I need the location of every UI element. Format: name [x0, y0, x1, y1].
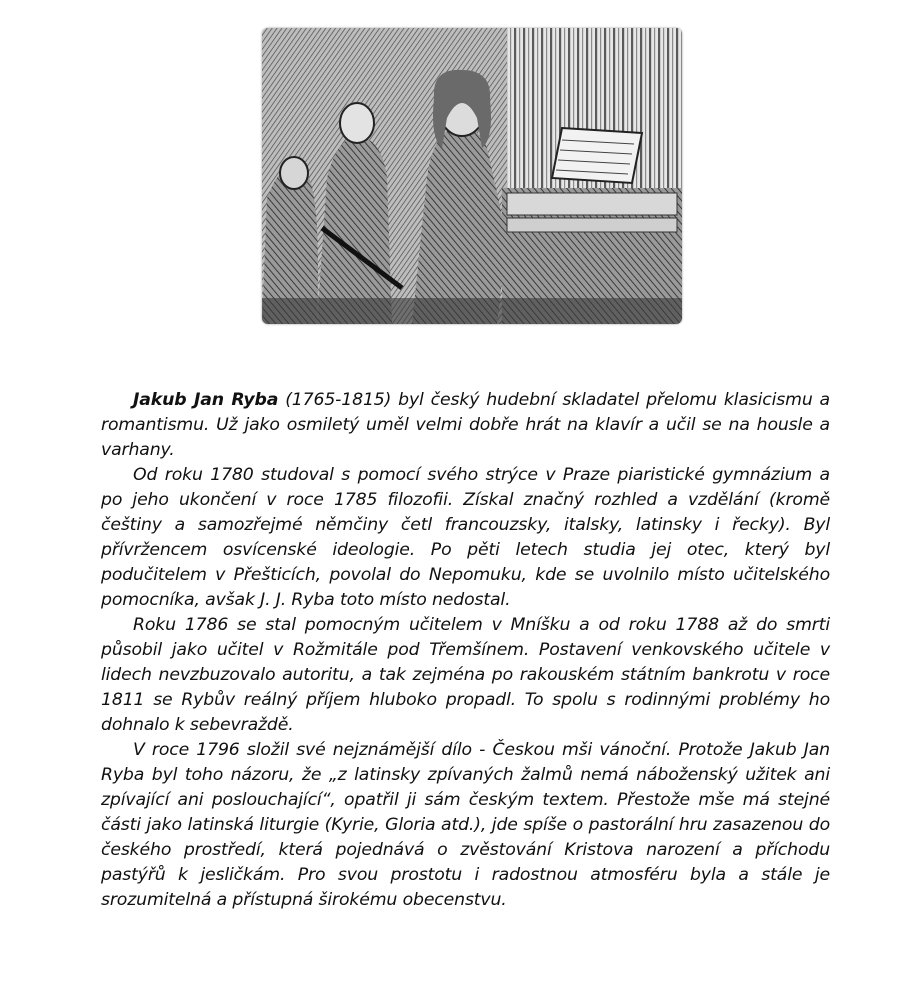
- sheet-music: [552, 128, 642, 183]
- engraving-image: [262, 28, 682, 324]
- paragraph-education: Od roku 1780 studoval s pomocí svého strýce v Praze piaristické gymnázium a po jeho ukončení v roce 1785 filozofii. Získal značný rozhled a vzdělání (kromě češtiny a samozřejmé němčiny četl francouzsky, italsky, latinsky i řecky). Byl přívržencem osvícenské ideologie. Po pěti letech studia jej otec, který byl podučitelem v Přešticích, povolal do Nepomuku, kde se uvolnilo místo učitelského pomocníka, avšak J. J. Ryba toto místo nedostal.: [101, 465, 830, 610]
- paragraph-intro: [101, 388, 830, 463]
- paragraph-career: Roku 1786 se stal pomocným učitelem v Mníšku a od roku 1788 až do smrti působil jako učitel v Rožmitále pod Třemšínem. Postavení venkovského učitele v lidech nevzbuzovalo autoritu, a tak zejména po rakouském státním bankrotu v roce 1811 se Rybův reálný příjem hluboko propadl. To spolu s rodinnými problémy ho dohnalo k sebevraždě.: [101, 615, 830, 735]
- paragraph-text: (1765-1815) byl český hudební skladatel přelomu klasicismu a romantismu. Už jako osmiletý uměl velmi dobře hrát na klavír a učil se na housle a varhany.: [101, 390, 830, 460]
- article-body: [101, 388, 830, 913]
- engraving-illustration: [262, 28, 682, 324]
- composer-name: Jakub Jan Ryba: [133, 390, 279, 410]
- paragraph-christmas-mass: V roce 1796 složil své nejznámější dílo - Českou mši vánoční. Protože Jakub Jan Ryba byl toho názoru, že „z latinsky zpívaných žalmů nemá náboženský užitek ani zpívající ani poslouchající“, opatřil ji sám českým textem. Přestože mše má stejné části jako latinská liturgie (Kyrie, Gloria atd.), jde spíše o pastorální hru zasazenou do českého prostředí, která pojednává o zvěstování Kristova narození a příchodu pastýřů k jesličkám. Pro svou prostotu i radostnou atmosféru byla a stále je srozumitelná a přístupná širokému obecenstvu.: [101, 740, 830, 910]
